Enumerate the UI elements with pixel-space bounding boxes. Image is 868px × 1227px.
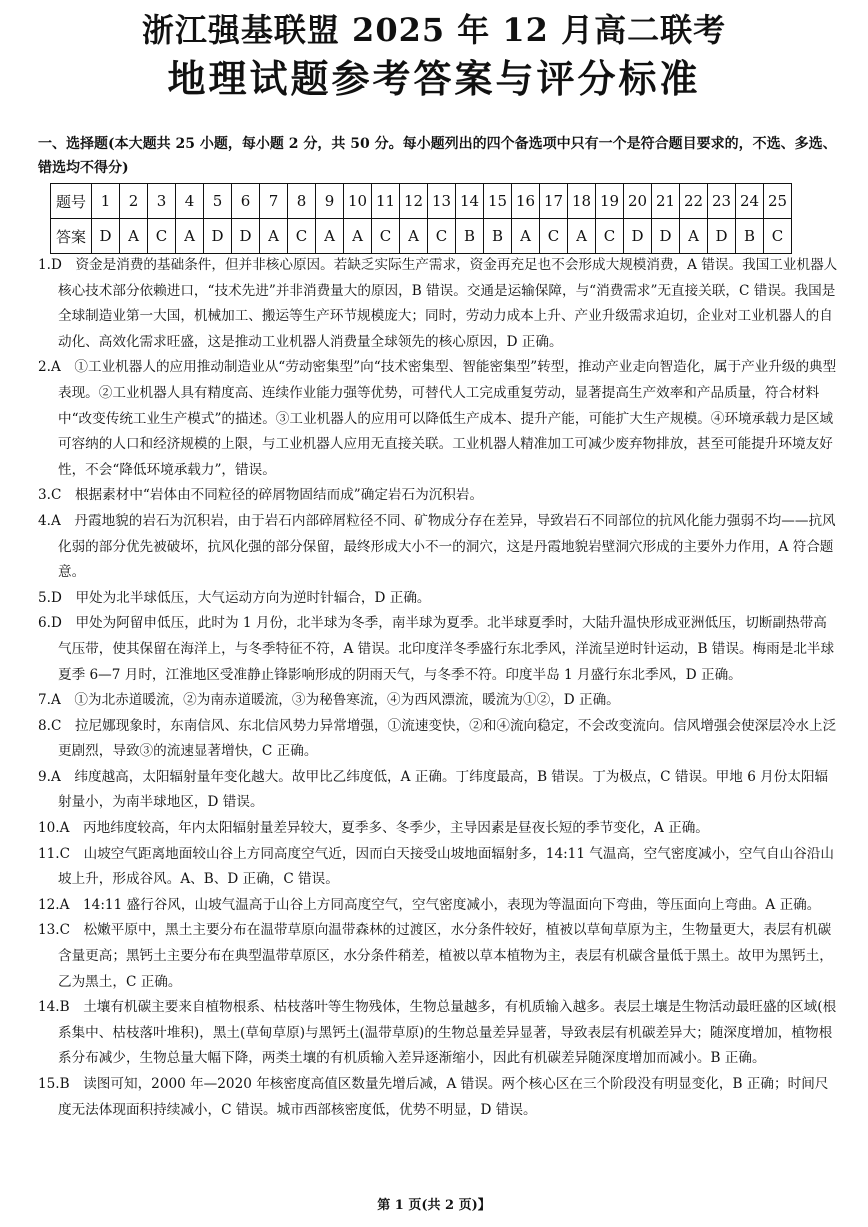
- question-number-cell: 25: [764, 184, 792, 219]
- question-number-cell: 7: [260, 184, 288, 219]
- explanation-number: 7.A: [38, 692, 61, 709]
- answer-cell: A: [400, 219, 428, 254]
- explanation-item: [38, 842, 838, 893]
- answer-cell: A: [344, 219, 372, 254]
- explanation-text: 纬度越高，太阳辐射量年变化越大。故甲比乙纬度低，A 正确。丁纬度最高，B 错误。丁为极点，C 错误。甲地 6 月份太阳辐射量小，为南半球地区，D 错误。: [58, 768, 829, 811]
- explanation-item: [38, 1072, 838, 1123]
- explanation-number: 2.A: [38, 359, 61, 376]
- answer-table: [50, 183, 792, 254]
- answer-cell: D: [708, 219, 736, 254]
- answer-cell: D: [204, 219, 232, 254]
- answer-cell: D: [624, 219, 652, 254]
- answer-cell: C: [372, 219, 400, 254]
- answer-cell: A: [260, 219, 288, 254]
- explanation-item: [38, 893, 838, 919]
- explanation-text: 甲处为北半球低压，大气运动方向为逆时针辐合，D 正确。: [75, 589, 431, 606]
- answer-cell: C: [428, 219, 456, 254]
- page-footer: 第 1 页(共 2 页)】: [377, 1198, 491, 1213]
- explanation-number: 13.C: [38, 922, 71, 939]
- question-number-cell: 21: [652, 184, 680, 219]
- explanation-number: 8.C: [38, 717, 62, 734]
- explanation-text: 14:11 盛行谷风，山坡气温高于山谷上方同高度空气，空气密度减小，表现为等温面向下弯曲，等压面向上弯曲。A 正确。: [83, 896, 821, 913]
- section-heading: 一、选择题(本大题共 25 小题，每小题 2 分，共 50 分。每小题列出的四个备选项中只有一个是符合题目要求的，不选、多选、错选均不得分): [38, 136, 837, 176]
- explanation-number: 14.B: [38, 999, 70, 1016]
- answer-cell: A: [316, 219, 344, 254]
- explanation-number: 9.A: [38, 768, 61, 785]
- explanation-item: [38, 253, 838, 355]
- answer-cell: D: [92, 219, 120, 254]
- answer-table-answer-row: [51, 219, 792, 254]
- question-number-cell: 1: [92, 184, 120, 219]
- explanation-text: 拉尼娜现象时，东南信风、东北信风势力异常增强，①流速变快，②和④流向稳定，不会改变流向。信风增强会使深层冷水上泛更剧烈，导致③的流速显著增快，C 正确。: [58, 717, 837, 760]
- answer-cell: D: [232, 219, 260, 254]
- explanation-number: 12.A: [38, 896, 70, 913]
- answer-cell: A: [568, 219, 596, 254]
- explanation-item: [38, 918, 838, 995]
- question-number-cell: 8: [288, 184, 316, 219]
- explanation-text: 甲处为阿留申低压，此时为 1 月份，北半球为冬季，南半球为夏季。北半球夏季时，大陆升温快形成亚洲低压，切断副热带高气压带，使其保留在海洋上，与冬季特征不符，A 错误。北印度洋冬季盛行东北季风，洋流呈逆时针运动，B 错误。梅雨是北半球夏季 6—7 月时，江淮地区受准静止锋影响形成的阴雨天气，与冬季不符。印度半岛 1 月盛行东北季风，D 正确。: [58, 615, 835, 683]
- explanation-text: 资金是消费的基础条件，但并非核心原因。若缺乏实际生产需求，资金再充足也不会形成大规模消费，A 错误。我国工业机器人核心技术部分依赖进口，“技术先进”并非消费量大的原因，B 错误。交通是运输保障，与“消费需求”无直接关联，C 错误。我国是全球制造业第一大国，机械加工、搬运等生产环节规模庞大；同时，劳动力成本上升、产业升级需求迫切，企业对工业机器人的自动化、高效化需求旺盛，这是推动工业机器人消费量全球领先的核心原因，D 正确。: [58, 257, 838, 350]
- answer-cell: B: [456, 219, 484, 254]
- explanation-item: [38, 355, 838, 483]
- question-number-cell: 17: [540, 184, 568, 219]
- question-number-cell: 15: [484, 184, 512, 219]
- question-number-cell: 13: [428, 184, 456, 219]
- question-number-cell: 10: [344, 184, 372, 219]
- question-number-cell: 12: [400, 184, 428, 219]
- question-number-cell: 3: [148, 184, 176, 219]
- question-number-cell: 16: [512, 184, 540, 219]
- exam-title: 浙江强基联盟 2025 年 12 月高二联考: [141, 11, 727, 49]
- explanation-number: 6.D: [38, 615, 62, 632]
- answer-cell: A: [176, 219, 204, 254]
- explanation-item: [38, 509, 838, 586]
- row-label-number: 题号: [51, 184, 92, 219]
- explanations-list: [38, 253, 838, 1123]
- answer-cell: B: [736, 219, 764, 254]
- question-number-cell: 22: [680, 184, 708, 219]
- answer-cell: C: [596, 219, 624, 254]
- explanation-text: 读图可知，2000 年—2020 年核密度高值区数量先增后减，A 错误。两个核心区在三个阶段没有明显变化，B 正确；时间尺度无法体现面积持续减小，C 错误。城市西部核密度低，优势不明显，D 错误。: [58, 1076, 829, 1118]
- explanation-item: [38, 483, 838, 509]
- answer-cell: A: [680, 219, 708, 254]
- question-number-cell: 14: [456, 184, 484, 219]
- question-number-cell: 4: [176, 184, 204, 219]
- explanation-text: 土壤有机碳主要来自植物根系、枯枝落叶等生物残体，生物总量越多，有机质输入越多。表层土壤是生物活动最旺盛的区域(根系集中、枯枝落叶堆积)，黑土(草甸草原)与黑钙土(温带草原)的生物总量差异显著，导致表层有机碳差异大；随深度增加，植物根系分布减少，生物总量大幅下降，两类土壤的有机质输入差异逐渐缩小，因此有机碳差异随深度增加而减小。B 正确。: [58, 999, 837, 1067]
- explanation-item: [38, 611, 838, 688]
- explanation-text: 根据素材中“岩体由不同粒径的碎屑物固结而成”确定岩石为沉积岩。: [74, 487, 484, 504]
- question-number-cell: 24: [736, 184, 764, 219]
- answer-cell: C: [764, 219, 792, 254]
- question-number-cell: 18: [568, 184, 596, 219]
- answer-table-number-row: [51, 184, 792, 219]
- answer-cell: C: [148, 219, 176, 254]
- explanation-text: 丹霞地貌的岩石为沉积岩，由于岩石内部碎屑粒径不同、矿物成分存在差异，导致岩石不同部位的抗风化能力强弱不均——抗风化弱的部分优先被破坏，抗风化强的部分保留，最终形成大小不一的洞穴，这是丹霞地貌岩壁洞穴形成的主要外力作用，A 符合题意。: [58, 512, 836, 581]
- explanation-number: 15.B: [38, 1076, 70, 1092]
- answer-cell: B: [484, 219, 512, 254]
- explanation-number: 3.C: [38, 487, 62, 504]
- explanation-item: [38, 816, 838, 842]
- explanation-item: [38, 714, 838, 765]
- explanation-number: 11.C: [38, 845, 71, 862]
- explanation-text: 山坡空气距离地面较山谷上方同高度空气近，因而白天接受山坡地面辐射多，14:11 气温高，空气密度减小，空气自山谷沿山坡上升，形成谷风。A、B、D 正确，C 错误。: [58, 845, 834, 888]
- question-number-cell: 19: [596, 184, 624, 219]
- answer-cell: D: [652, 219, 680, 254]
- question-number-cell: 5: [204, 184, 232, 219]
- row-label-answer: 答案: [51, 219, 92, 254]
- question-number-cell: 6: [232, 184, 260, 219]
- explanation-item: [38, 995, 838, 1072]
- explanation-number: 10.A: [38, 820, 70, 837]
- question-number-cell: 11: [372, 184, 400, 219]
- answer-cell: C: [288, 219, 316, 254]
- answer-cell: A: [120, 219, 148, 254]
- answer-cell: C: [540, 219, 568, 254]
- explanation-text: 丙地纬度较高，年内太阳辐射量差异较大，夏季多、冬季少，主导因素是昼夜长短的季节变化，A 正确。: [83, 820, 709, 837]
- explanation-item: [38, 586, 838, 612]
- explanation-text: ①为北赤道暖流，②为南赤道暖流，③为秘鲁寒流，④为西风漂流，暖流为①②，D 正确。: [74, 692, 620, 709]
- explanation-number: 1.D: [38, 257, 62, 273]
- explanation-text: 松嫩平原中，黑土主要分布在温带草原向温带森林的过渡区，水分条件较好，植被以草甸草原为主，生物量更大，表层有机碳含量更高；黑钙土主要分布在典型温带草原区，水分条件稍差，植被以草本植物为主，表层有机碳含量低于黑土。故甲为黑钙土，乙为黑土，C 正确。: [58, 922, 833, 990]
- explanation-number: 4.A: [38, 512, 61, 529]
- answer-cell: A: [512, 219, 540, 254]
- explanation-number: 5.D: [38, 589, 62, 606]
- question-number-cell: 20: [624, 184, 652, 219]
- explanation-item: [38, 688, 838, 714]
- explanation-item: [38, 765, 838, 816]
- question-number-cell: 9: [316, 184, 344, 219]
- explanation-text: ①工业机器人的应用推动制造业从“劳动密集型”向“技术密集型、智能密集型”转型，推动产业走向智造化，属于产业升级的典型表现。②工业机器人具有精度高、连续作业能力强等优势，可替代人工完成重复劳动，显著提高生产效率和产品质量，符合材料中“改变传统工业生产模式”的描述。③工业机器人的应用可以降低生产成本、提升产能，可能扩大生产规模。④环境承载力是区域可容纳的人口和经济规模的上限，与工业机器人应用无直接关联。工业机器人精准加工可减少废弃物排放，甚至可能提升环境友好性，不会“降低环境承载力”，错误。: [58, 359, 837, 478]
- question-number-cell: 23: [708, 184, 736, 219]
- question-number-cell: 2: [120, 184, 148, 219]
- exam-subtitle: 地理试题参考答案与评分标准: [167, 56, 701, 101]
